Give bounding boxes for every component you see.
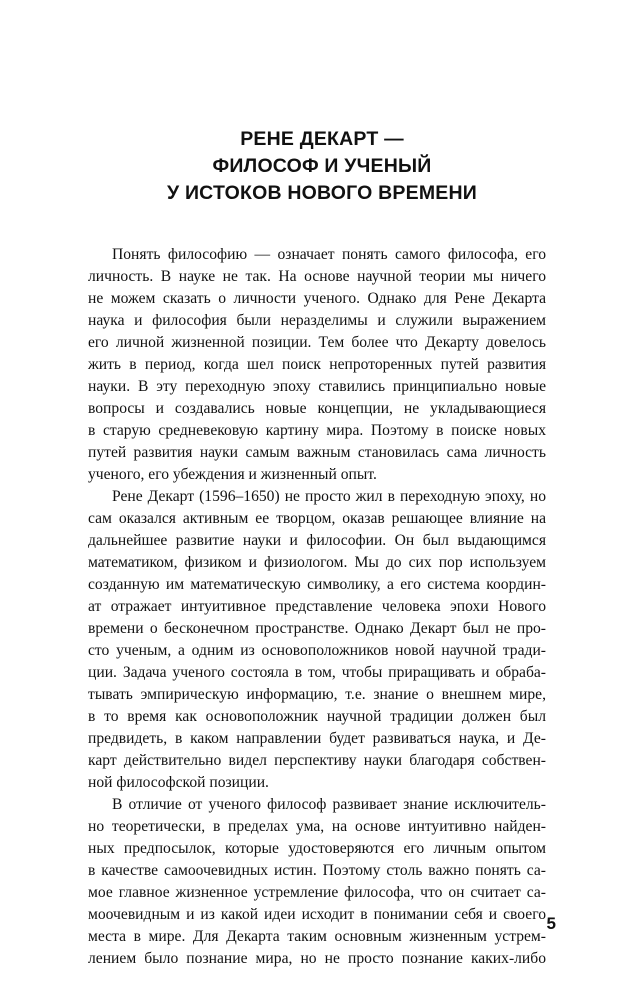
text-line: вопросы и создавались новые концепции, не укладывающиеся (88, 400, 546, 417)
text-line: времени о бесконечном пространстве. Однако Декарт был не про- (88, 620, 546, 637)
text-line: мое главное жизненное устремление философа, что он считает са- (88, 884, 546, 901)
text-line: наука и философия были неразделимы и служили выражением (88, 312, 546, 329)
text-line: лением было познание мира, но не просто познание каких-либо (88, 950, 546, 967)
chapter-title (0, 126, 644, 207)
text-line: его личной жизненной позиции. Тем более что Декарту довелось (88, 334, 546, 351)
text-line: сто ученым, а одним из основоположников новой научной тради- (88, 642, 546, 659)
chapter-title-line: У ИСТОКОВ НОВОГО ВРЕМЕНИ (167, 182, 477, 204)
text-line: математиком, физиком и физиологом. Мы до сих пор используем (88, 554, 546, 571)
text-line: путей развития науки самым важным становилась сама личность (88, 444, 546, 461)
text-line: но теоретически, в пределах ума, на основе интуитивно найден- (88, 818, 546, 835)
text-line: места в мире. Для Декарта таким основным жизненным устрем- (88, 928, 546, 945)
text-line: ной философской позиции. (88, 774, 269, 791)
text-line: ученого, его убеждения и жизненный опыт. (88, 466, 377, 483)
chapter-title-line: ФИЛОСОФ И УЧЕНЫЙ (212, 155, 432, 177)
text-line: карт действительно видел перспективу науки благодаря собствен- (88, 752, 546, 769)
text-line: в качестве самоочевидных истин. Поэтому столь важно понять са- (88, 862, 546, 879)
text-line: ных предпосылок, которые удостоверяются его личным опытом (88, 840, 546, 857)
paragraph-2 (88, 486, 546, 794)
text-line: предвидеть, в каком направлении будет развиваться наука, и Де- (88, 730, 546, 747)
text-line: жить в период, когда шел поиск непроторенных путей развития (88, 356, 546, 373)
text-line: моочевидным и из какой идеи исходит в понимании себя и своего (88, 906, 546, 923)
text-line: В отличие от ученого философ развивает знание исключитель- (112, 796, 546, 813)
paragraph-1 (88, 244, 546, 486)
text-line: ции. Задача ученого состояла в том, чтобы приращивать и обраба- (88, 664, 546, 681)
text-line: личность. В науке не так. На основе научной теории мы ничего (88, 268, 546, 285)
text-line: Понять философию — означает понять самого философа, его (112, 246, 546, 263)
text-line: в то время как основоположник научной традиции должен был (88, 708, 546, 725)
body-text (88, 244, 546, 970)
text-line: сам оказался активным ее творцом, оказав решающее влияние на (88, 510, 546, 527)
chapter-title-line: РЕНЕ ДЕКАРТ — (240, 128, 404, 150)
text-line: дальнейшее развитие науки и философии. Он был выдающимся (88, 532, 546, 549)
paragraph-3 (88, 794, 546, 970)
text-line: созданную им математическую символику, а его система координ- (88, 576, 546, 593)
text-line: не можем сказать о личности ученого. Однако для Рене Декарта (88, 290, 546, 307)
page-number: 5 (546, 914, 556, 933)
text-line: Рене Декарт (1596–1650) не просто жил в переходную эпоху, но (112, 488, 546, 505)
text-line: ат отражает интуитивное представление человека эпохи Нового (88, 598, 546, 615)
text-line: в старую средневековую картину мира. Поэтому в поиске новых (88, 422, 546, 439)
text-line: науки. В эту переходную эпоху ставились принципиально новые (88, 378, 546, 395)
text-line: тывать эмпирическую информацию, т.е. знание о внешнем мире, (88, 686, 546, 703)
